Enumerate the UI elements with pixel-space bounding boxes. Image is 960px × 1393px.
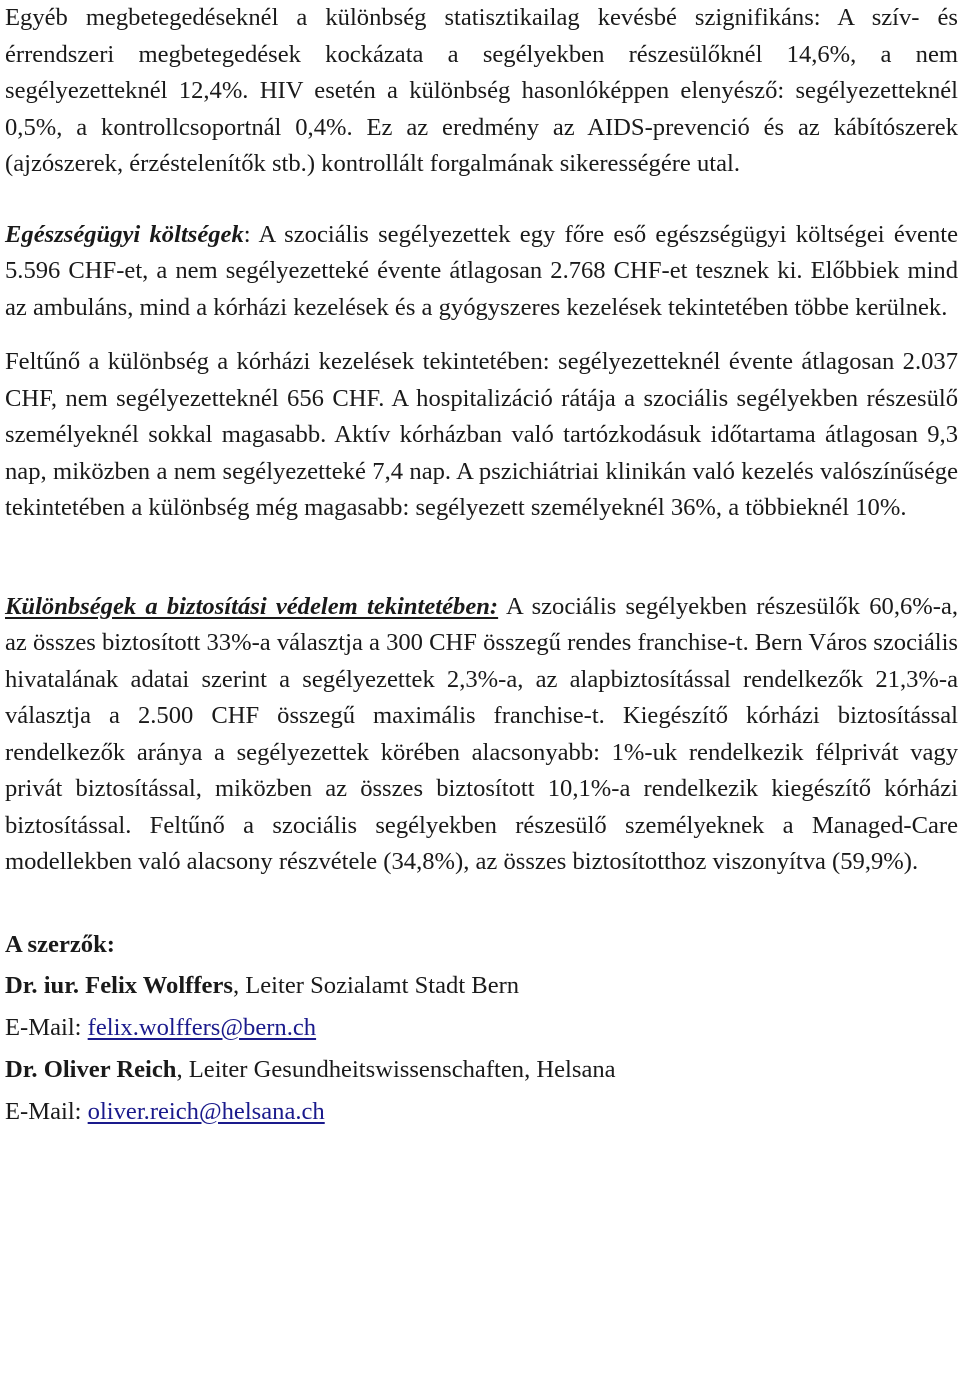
author-role: , Leiter Gesundheitswissenschaften, Helsana (176, 1055, 616, 1083)
paragraph-health-costs (5, 217, 958, 327)
health-costs-colon: : (243, 220, 251, 248)
health-costs-text: A szociális segélyezettek egy főre eső egészségügyi költségei évente 5.596 CHF-et, a nem segélyezetteké évente átlagosan 2.768 CHF-et tesznek ki. Előbbiek mind az ambuláns, mind a kórházi kezelések és a gyógyszeres kezelések tekintetében többe kerülnek. (5, 220, 959, 321)
health-costs-heading: Egészségügyi költségek (5, 220, 244, 248)
paragraph-hospital-costs: Feltűnő a különbség a kórházi kezelések tekintetében: segélyezetteknél évente átlagosan 2.037 CHF, nem segélyezetteknél 656 CHF. A hospitalizáció rátája a szociális segélyekben részesülő személyeknél sokkal magasabb. Aktív kórházban való tartózkodásuk időtartama átlagosan 9,3 nap, miközben a nem segélyezetteké 7,4 nap. A pszichiátriai klinikán való kezelés valószínűsége tekintetében a különbség még magasabb: segélyezett személyeknél 36%, a többieknél 10%. (5, 348, 958, 521)
author-email-link[interactable]: felix.wolffers@bern.ch (87, 1013, 317, 1041)
author-email-label: E-Mail: (5, 1013, 88, 1041)
author-name-line (5, 1049, 958, 1091)
paragraph-insurance-differences (5, 589, 958, 881)
insurance-differences-heading: Különbségek a biztosítási védelem tekintetében: (5, 592, 499, 620)
document-page (5, 0, 958, 1133)
paragraph-other-diseases: Egyéb megbetegedéseknél a különbség statisztikailag kevésbé szignifikáns: A szív- és érrendszeri megbetegedések kockázata a segélyekben részesülőknél 14,6%, a nem segélyezetteknél 12,4%. HIV esetén a különbség hasonlóképpen elenyésző: segélyezetteknél 0,5%, a kontrollcsoportnál 0,4%. Ez az eredmény az AIDS-prevenció és az kábítószerek (ajzószerek, érzéstelenítők stb.) kontrollált forgalmának sikerességére utal. (5, 4, 958, 177)
author-email-link[interactable]: oliver.reich@helsana.ch (87, 1097, 325, 1125)
author-name-line (5, 965, 958, 1007)
authors-heading: A szerzők: (5, 930, 115, 958)
author-email-line (5, 1007, 958, 1049)
author-email-line (5, 1091, 958, 1133)
insurance-differences-text: A szociális segélyekben részesülők 60,6%-a, az összes biztosított 33%-a választja a 300 CHF összegű rendes franchise-t. Bern Város szociális hivatalának adatai szerint a segélyezettek 2,3%-a, az alapbiztosítással rendelkezők 21,3%-a választja a 2.500 CHF összegű maximális franchise-t. Kiegészítő kórházi biztosítással rendelkezők aránya a segélyezettek körében alacsonyabb: 1%-uk rendelkezik félprivát vagy privát biztosítással, miközben az összes biztosított 10,1%-a rendelkezik kiegészítő kórházi biztosítással. Feltűnő a szociális segélyekben részesülő személyeknek a Managed-Care modellekben való alacsony részvétele (34,8%), az összes biztosítotthoz viszonyítva (59,9%). (5, 592, 959, 875)
author-name: Dr. iur. Felix Wolffers (5, 971, 233, 999)
author-email-label: E-Mail: (5, 1097, 88, 1125)
author-name: Dr. Oliver Reich (5, 1055, 177, 1083)
author-role: , Leiter Sozialamt Stadt Bern (232, 971, 520, 999)
authors-section (5, 925, 958, 1133)
